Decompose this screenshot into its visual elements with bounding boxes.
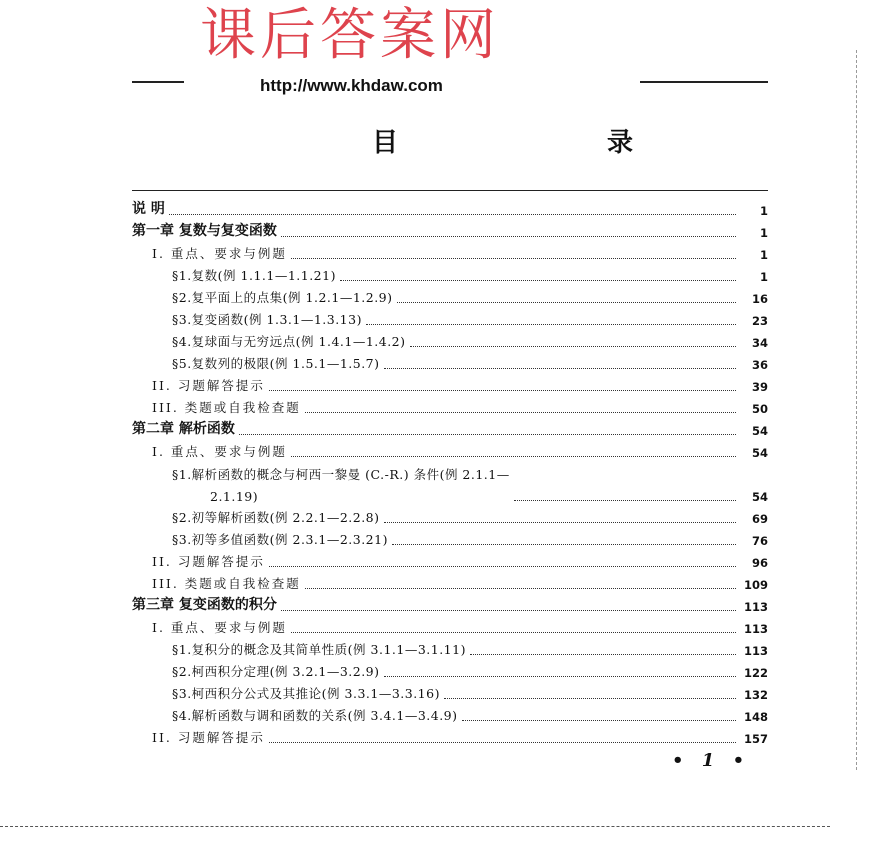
dot-leader [397,301,736,303]
toc-entry-label: §1.复数(例 1.1.1—1.1.21) [172,268,336,283]
toc-entry-label: III. 类题或自我检查题 [152,576,301,591]
toc-entry-label: §4.复球面与无穷远点(例 1.4.1—1.4.2) [172,334,406,349]
toc-entry-label: 第三章 复变函数的积分 [132,597,277,613]
toc-entry [132,218,768,240]
watermark-logo: 课后答案网 [200,3,500,68]
toc-entry-label: 说 明 [132,201,165,217]
dot-leader [392,543,736,545]
toc-entry [132,614,768,636]
toc-entry [132,306,768,328]
table-of-contents [132,196,768,746]
toc-entry-page: 1 [759,248,768,262]
toc-entry [132,460,768,504]
toc-entry-page: 1 [759,204,768,218]
dot-leader [239,433,736,435]
toc-entry [132,196,768,218]
toc-entry [132,658,768,680]
dot-leader [291,455,736,457]
toc-entry-page: 1 [759,226,768,240]
dot-leader [340,279,736,281]
toc-entry-label: I. 重点、要求与例题 [152,246,287,261]
toc-entry [132,240,768,262]
header-rule-left [132,81,184,83]
toc-entry-page: 69 [751,512,768,526]
scan-edge [856,50,858,770]
toc-entry [132,680,768,702]
toc-entry-page: 36 [751,358,768,372]
dot-leader [305,587,736,589]
toc-entry-page: 157 [743,732,768,746]
toc-entry [132,350,768,372]
toc-entry-page: 109 [743,578,768,592]
dot-leader [305,411,736,413]
toc-entry-page: 34 [751,336,768,350]
toc-entry-page: 76 [751,534,768,548]
toc-entry [132,548,768,570]
toc-entry [132,438,768,460]
toc-entry [132,702,768,724]
title-divider [132,190,768,191]
toc-entry-page: 54 [751,490,768,504]
toc-entry-label: 第二章 解析函数 [132,421,235,437]
dot-leader [291,631,736,633]
toc-entry-label: §3.复变函数(例 1.3.1—1.3.13) [172,312,362,327]
toc-entry-page: 39 [751,380,768,394]
dot-leader [384,675,736,677]
site-url: http://www.khdaw.com [260,76,443,95]
toc-entry [132,724,768,746]
dot-leader [462,719,736,721]
dot-leader [281,609,736,611]
toc-entry-label: II. 习题解答提示 [152,554,265,569]
dot-leader [444,697,736,699]
toc-entry-label: I. 重点、要求与例题 [152,444,287,459]
toc-entry-page: 54 [751,424,768,438]
toc-entry-label: 第一章 复数与复变函数 [132,223,277,239]
toc-entry-label: §2.初等解析函数(例 2.2.1—2.2.8) [172,510,380,525]
toc-entry-label: I. 重点、要求与例题 [152,620,287,635]
toc-entry [132,504,768,526]
toc-entry [132,372,768,394]
dot-leader [366,323,736,325]
toc-entry [132,284,768,306]
toc-entry [132,526,768,548]
toc-entry-page: 54 [751,446,768,460]
dot-leader [470,653,736,655]
toc-entry-label: §2.复平面上的点集(例 1.2.1—1.2.9) [172,290,393,305]
toc-entry-page: 16 [751,292,768,306]
toc-entry-page: 50 [751,402,768,416]
page-number: • 1 • [672,750,751,771]
page-title: 目 录 [372,128,734,158]
header-rule-right [640,81,768,83]
dot-leader [384,521,736,523]
toc-entry-label: §4.解析函数与调和函数的关系(例 3.4.1—3.4.9) [172,708,458,723]
toc-entry-page: 1 [759,270,768,284]
bottom-rule [0,826,830,828]
dot-leader [384,367,736,369]
toc-entry [132,592,768,614]
dot-leader [410,345,736,347]
dot-leader [269,389,736,391]
toc-entry-label: §5.复数列的极限(例 1.5.1—1.5.7) [172,356,380,371]
toc-entry-label-line1: §1.解析函数的概念与柯西一黎曼 (C.-R.) 条件(例 2.1.1— [172,467,510,482]
dot-leader [269,565,736,567]
toc-entry-page: 113 [743,622,768,636]
toc-entry-page: 113 [743,600,768,614]
toc-entry-label [132,465,510,504]
toc-entry-label: III. 类题或自我检查题 [152,400,301,415]
toc-entry [132,262,768,284]
toc-entry-label: §1.复积分的概念及其简单性质(例 3.1.1—3.1.11) [172,642,466,657]
toc-entry [132,636,768,658]
toc-entry [132,328,768,350]
dot-leader [514,499,736,501]
toc-entry [132,394,768,416]
toc-entry-page: 148 [743,710,768,724]
dot-leader [169,213,736,215]
toc-entry-page: 132 [743,688,768,702]
toc-entry [132,416,768,438]
toc-entry-label: §2.柯西积分定理(例 3.2.1—3.2.9) [172,664,380,679]
toc-entry-label: II. 习题解答提示 [152,730,265,745]
toc-entry-page: 113 [743,644,768,658]
toc-entry-label: §3.柯西积分公式及其推论(例 3.3.1—3.3.16) [172,686,440,701]
toc-entry-label-line2: 2.1.19) [210,489,259,504]
toc-entry-page: 122 [743,666,768,680]
toc-entry-page: 23 [751,314,768,328]
toc-entry-page: 96 [751,556,768,570]
toc-entry-label: II. 习题解答提示 [152,378,265,393]
dot-leader [281,235,736,237]
dot-leader [269,741,736,743]
toc-entry-label: §3.初等多值函数(例 2.3.1—2.3.21) [172,532,388,547]
dot-leader [291,257,736,259]
toc-entry [132,570,768,592]
